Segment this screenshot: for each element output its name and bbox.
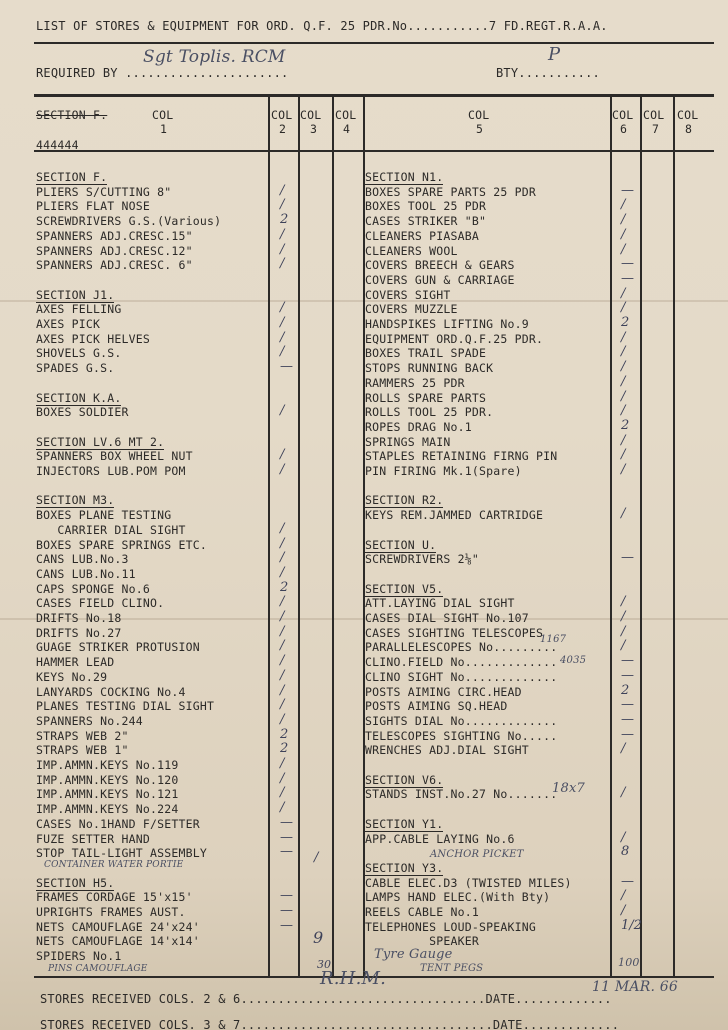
tick-mark: — [280,359,293,375]
tick-mark: / [280,241,285,257]
tick-mark: / [621,829,626,845]
list-item: SPANNERS ADJ.CRESC. 6" [36,258,193,273]
tick-mark: — [280,917,293,933]
list-item: SHOVELS G.S. [36,346,122,361]
list-item: SCREWDRIVERS G.S.(Various) [36,214,222,229]
list-item: SCREWDRIVERS 2⅛" [365,552,479,567]
tick-mark: / [280,300,285,316]
col-divider [673,96,675,978]
anchor-picket-handwritten: ANCHOR PICKET [430,849,524,860]
col-divider [268,96,270,978]
tick-mark: 2 [621,315,630,330]
list-item: LAMPS HAND ELEC.(With Bty) [365,890,551,905]
list-item: BOXES SOLDIER [36,405,129,420]
tick-mark: / [621,462,626,477]
pins-camouflage-handwritten: PINS CAMOUFLAGE [48,964,148,974]
tick-mark: / [280,197,285,213]
tick-mark: / [621,594,626,610]
list-item: SPRINGS MAIN [365,434,451,449]
parallelescopes-handwritten-value: 1167 [540,634,567,645]
tick-mark: / [280,462,285,477]
list-item: STOPS RUNNING BACK [365,361,494,376]
tick-mark: — [621,873,634,889]
tick-mark: / [280,403,285,419]
list-item: EQUIPMENT ORD.Q.F.25 PDR. [365,331,544,346]
list-item: STRAPS WEB 2" [36,728,129,743]
list-item: INJECTORS LUB.POM POM [36,464,186,478]
list-item: POSTS AIMING CIRC.HEAD [365,684,522,699]
tick-mark: / [280,344,285,360]
list-item: PLIERS S/CUTTING 8" [36,184,172,199]
tick-mark: / [280,329,285,345]
tick-mark: — [280,903,293,918]
list-item: DRIFTS No.18 [36,611,122,625]
required-by-signature: Sgt Toplis. RCM [143,47,286,67]
tick-mark: / [280,682,285,698]
col-divider [610,96,612,978]
tick-mark: / [621,741,626,757]
tick-mark: / [280,256,285,272]
tick-mark: / [280,564,285,580]
list-item: BOXES SPARE SPRINGS ETC. [36,537,207,552]
section-heading: SECTION LV.6 MT 2. [36,434,165,449]
list-item: CLEANERS WOOL [365,243,458,258]
col6-header: COL [612,108,634,122]
tick-mark: 2 [280,579,289,595]
list-item: DRIFTS No.27 [36,625,122,640]
tick-mark: — [280,844,293,860]
list-item: CLINO SIGHT No............. [365,669,558,684]
tick-mark: / [280,535,285,551]
list-item: HAMMER LEAD [36,655,115,670]
clino-handwritten-value: 4035 [560,655,587,666]
document-title: LIST OF STORES & EQUIPMENT FOR ORD. Q.F. 25 PDR.No...........7 FD.REGT.R.A.A. [36,19,608,33]
list-item: ATT.LAYING DIAL SIGHT [365,596,515,611]
tick-mark: / [621,212,626,228]
section-heading: SECTION R2. [365,493,444,508]
list-item: CASES SIGHTING TELESCOPES [365,625,544,640]
tick-mark: / [621,359,626,375]
tick-mark: / [621,432,626,448]
tick-mark: / [621,197,626,213]
list-item: STANDS INST.No.27 No....... [365,787,558,802]
tick-mark: — [621,726,634,742]
tick-mark: / [621,903,626,918]
list-item: COVERS MUZZLE [365,302,458,317]
stores-received-3-7: STORES RECEIVED COLS. 3 & 7..................................DATE............. [40,1018,620,1030]
list-item: FUZE SETTER HAND [36,831,150,846]
col4-number: 4 [343,122,351,136]
header-rule [34,42,714,44]
list-item: COVERS SIGHT [365,287,451,302]
list-item: CASES STRIKER "B" [365,214,487,229]
col-divider [298,96,300,978]
tick-mark: / [280,756,285,771]
tick-mark: 1/2 [621,917,642,933]
tick-mark: / [621,785,626,801]
col3-mark: / [314,850,319,865]
tick-mark: / [621,623,626,639]
list-item: SPANNERS No.244 [36,713,143,728]
col-divider [332,96,334,978]
table-top-rule [34,94,714,97]
tick-mark: 2 [280,741,289,757]
list-item: IMP.AMMN.KEYS No.121 [36,787,179,802]
tick-mark: — [621,697,634,713]
list-item: KEYS REM.JAMMED CARTRIDGE [365,508,544,523]
col2-header: COL [271,108,293,122]
list-item: FRAMES CORDAGE 15'x15' [36,890,193,905]
tick-mark: / [621,403,626,419]
tick-mark: — [280,814,293,830]
list-item: IMP.AMMN.KEYS No.120 [36,772,179,787]
list-item: TELEPHONES LOUD-SPEAKING [365,919,536,934]
required-by-label: REQUIRED BY ...................... [36,66,289,80]
tick-mark: / [280,609,285,624]
list-item: CANS LUB.No.3 [36,552,129,567]
col3-mark: 9 [313,928,324,947]
tick-mark: / [621,285,626,301]
section-heading: SECTION M3. [36,493,115,508]
list-item: AXES FELLING [36,302,122,317]
bty-label: BTY........... [496,66,600,80]
list-item: CANS LUB.No.11 [36,566,136,581]
list-item: SPANNERS ADJ.CRESC.12" [36,243,193,258]
list-item: BOXES PLANE TESTING [36,508,172,523]
tick-mark: / [280,667,285,683]
section-heading: SECTION U. [365,537,437,552]
tick-mark: 8 [621,844,630,860]
list-item: GUAGE STRIKER PROTUSION [36,640,200,655]
list-item: POSTS AIMING SQ.HEAD [365,699,508,714]
list-item: COVERS BREECH & GEARS [365,258,515,273]
tick-mark: / [621,888,626,904]
list-item: AXES PICK [36,317,101,331]
list-item: SPADES G.S. [36,361,115,376]
stands-handwritten-value: 18x7 [552,781,585,796]
section-heading: SECTION F. [36,170,108,184]
tick-mark: — [621,182,634,198]
tick-mark: / [621,609,626,624]
tick-mark: — [621,653,634,669]
col7-header: COL [643,108,665,122]
col1-struck-label: SECTION F. [36,108,108,122]
tick-mark: / [621,300,626,316]
col2-number: 2 [279,122,287,136]
col5-header: COL [468,108,490,122]
tick-mark: / [280,226,285,242]
list-item: CASES DIAL SIGHT No.107 [365,611,529,625]
table-header-rule [34,150,714,152]
section-heading: SECTION K.A. [36,390,122,405]
tick-mark: / [621,506,626,522]
col1-number: 1 [160,122,168,136]
list-item: ROLLS TOOL 25 PDR. [365,405,494,420]
tick-mark: / [280,594,285,610]
tick-mark: / [280,770,285,786]
list-item: CLINO.FIELD No............. [365,655,558,670]
col1-header: COL [152,108,174,122]
section-heading: SECTION V6. [365,772,444,787]
list-item: PARALLELESCOPES No......... [365,640,558,655]
col3-header: COL [300,108,322,122]
list-item: SPANNERS ADJ.CRESC.15" [36,228,193,243]
list-item: CARRIER DIAL SIGHT [36,522,186,537]
tick-mark: — [280,888,293,904]
container-water-handwritten: CONTAINER WATER PORTIE [44,860,184,870]
tick-mark: 2 [621,682,630,698]
list-item: COVERS GUN & CARRIAGE [365,272,515,287]
tick-mark: / [280,447,285,463]
tick-mark: — [621,667,634,683]
list-item: RAMMERS 25 PDR [365,375,465,390]
stores-received-2-6: STORES RECEIVED COLS. 2 & 6.................................DATE............. [40,992,612,1006]
list-item: IMP.AMMN.KEYS No.224 [36,802,179,817]
list-item: UPRIGHTS FRAMES AUST. [36,905,186,919]
tick-mark: / [280,520,285,536]
list-item: STAPLES RETAINING FIRNG PIN [365,449,558,464]
tick-mark: / [621,373,626,389]
col8-number: 8 [685,122,693,136]
col1-code: 444444 [36,138,79,152]
tick-mark: / [280,711,285,727]
list-item: CLEANERS PIASABA [365,228,479,243]
list-item: ROPES DRAG No.1 [365,419,472,434]
col5-number: 5 [476,122,484,136]
section-heading: SECTION Y3. [365,860,444,875]
list-item: ROLLS SPARE PARTS [365,390,487,405]
list-item: SPANNERS BOX WHEEL NUT [36,449,193,464]
list-item: BOXES SPARE PARTS 25 PDR [365,184,536,199]
list-item: AXES PICK HELVES [36,331,150,346]
list-item: SPEAKER [365,934,479,949]
date-handwritten: 11 MAR. 66 [592,979,678,995]
list-item: CAPS SPONGE No.6 [36,581,150,596]
tent-pegs-handwritten: TENT PEGS [420,963,484,974]
section-heading: SECTION Y1. [365,816,444,831]
tick-mark: / [280,653,285,669]
tick-mark: 2 [280,212,289,228]
col7-number: 7 [652,122,660,136]
tick-mark: / [280,697,285,713]
list-item: CABLE ELEC.D3 (TWISTED MILES) [365,875,572,890]
tick-mark: — [280,829,293,845]
tick-mark: / [621,638,626,654]
tick-mark: — [621,550,634,566]
list-item: HANDSPIKES LIFTING No.9 [365,317,529,331]
tick-mark: — [621,270,634,286]
list-item: BOXES TOOL 25 PDR [365,199,487,214]
list-item: SIGHTS DIAL No............. [365,713,558,728]
tick-mark: — [621,256,634,272]
tick-mark: / [280,623,285,639]
col8-header: COL [677,108,699,122]
list-item: STOP TAIL-LIGHT ASSEMBLY [36,846,207,861]
tick-mark: / [280,182,285,198]
col6-number: 6 [620,122,628,136]
signature: R.H.M. [320,968,387,989]
tick-mark: / [280,785,285,801]
tick-mark: / [621,241,626,257]
col-divider [640,96,642,978]
list-item: BOXES TRAIL SPADE [365,346,487,361]
tick-mark: / [621,329,626,345]
tick-mark: / [280,638,285,654]
list-item: PIN FIRING Mk.1(Spare) [365,464,522,478]
list-item: LANYARDS COCKING No.4 [36,684,186,699]
list-item: KEYS No.29 [36,669,108,684]
tick-mark: / [280,315,285,330]
list-item: NETS CAMOUFLAGE 24'x24' [36,919,200,934]
tick-mark: / [621,388,626,404]
col6-bottom-value: 100 [618,956,640,969]
col3-number: 3 [310,122,318,136]
col4-header: COL [335,108,357,122]
bty-value: P [548,44,561,65]
section-heading: SECTION N1. [365,170,444,184]
list-item: WRENCHES ADJ.DIAL SIGHT [365,743,529,758]
tick-mark: / [621,226,626,242]
list-item: CASES FIELD CLINO. [36,596,165,611]
list-item: PLIERS FLAT NOSE [36,199,150,214]
tick-mark: / [280,800,285,816]
section-heading: SECTION H5. [36,875,115,890]
list-item: REELS CABLE No.1 [365,905,479,919]
tyre-gauge-handwritten: Tyre Gauge [374,947,453,962]
tick-mark: / [621,447,626,463]
section-heading: SECTION J1. [36,287,115,302]
tick-mark: / [280,550,285,566]
list-item: PLANES TESTING DIAL SIGHT [36,699,215,714]
list-item: CASES No.1HAND F/SETTER [36,816,200,831]
list-item: TELESCOPES SIGHTING No..... [365,728,558,743]
list-item: NETS CAMOUFLAGE 14'x14' [36,934,200,949]
tick-mark: 2 [280,726,289,742]
col3-mark: 30 [317,958,331,971]
list-item: STRAPS WEB 1" [36,743,129,758]
section-heading: SECTION V5. [365,581,444,596]
tick-mark: 2 [621,417,630,433]
list-item: IMP.AMMN.KEYS No.119 [36,758,179,772]
list-item: SPIDERS No.1 [36,949,122,964]
tick-mark: — [621,711,634,727]
list-item: APP.CABLE LAYING No.6 [365,831,515,846]
tick-mark: / [621,344,626,360]
